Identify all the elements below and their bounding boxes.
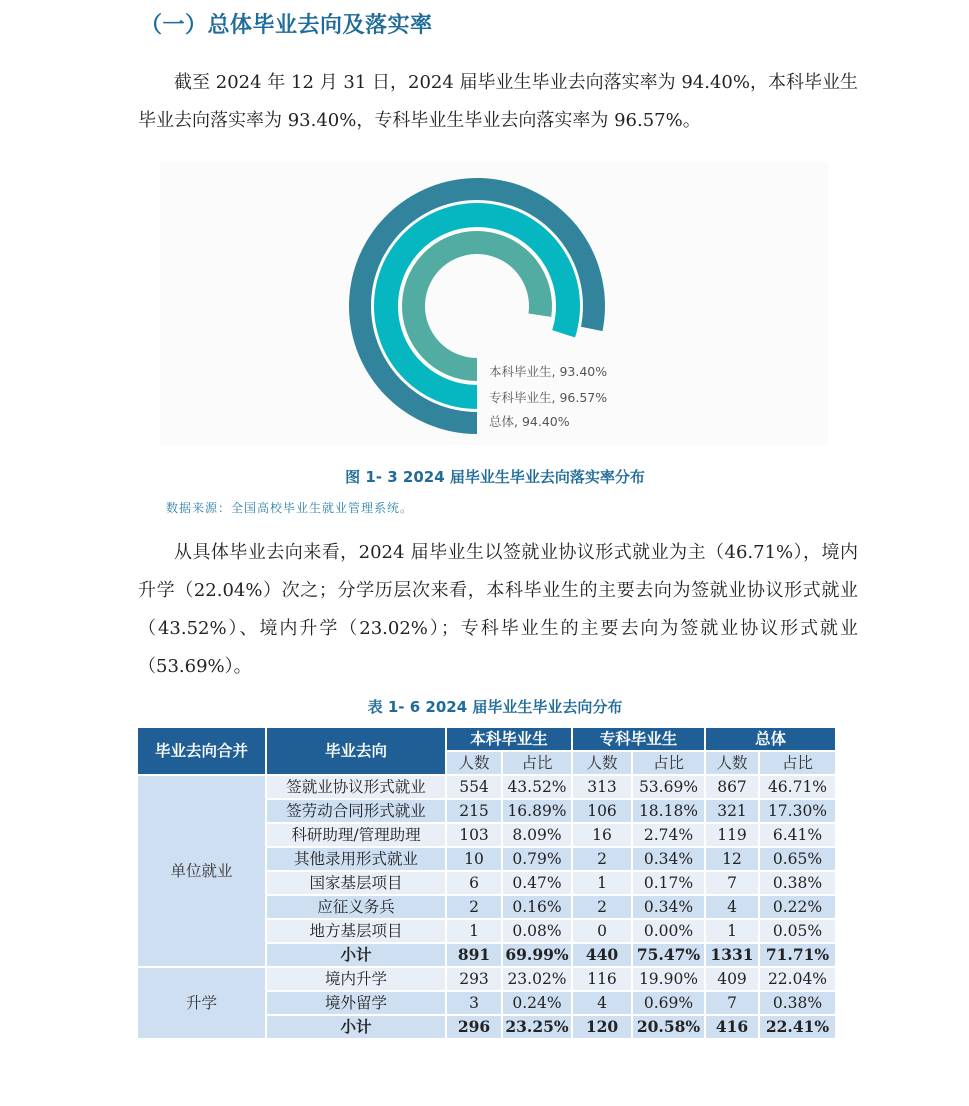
count-cell: 0 — [573, 920, 631, 942]
count-cell: 103 — [447, 824, 501, 846]
ratio-cell: 0.22% — [760, 896, 835, 918]
figure-caption: 图 1- 3 2024 届毕业生毕业去向落实率分布 — [345, 468, 645, 486]
subtotal-count: 296 — [447, 1016, 501, 1038]
destination-cell: 科研助理/管理助理 — [267, 824, 445, 846]
count-cell: 215 — [447, 800, 501, 822]
ratio-cell: 53.69% — [633, 776, 704, 798]
destination-cell: 境外留学 — [267, 992, 445, 1014]
count-cell: 293 — [447, 968, 501, 990]
ratio-cell: 16.89% — [503, 800, 571, 822]
subheader-count: 人数 — [706, 752, 758, 774]
count-cell: 7 — [706, 872, 758, 894]
header-undergraduate: 本科毕业生 — [447, 728, 571, 750]
subheader-ratio: 占比 — [503, 752, 571, 774]
subheader-ratio: 占比 — [760, 752, 835, 774]
count-cell: 321 — [706, 800, 758, 822]
table-row — [138, 776, 835, 798]
paragraph-text: 截至 2024 年 12 月 31 日，2024 届毕业生毕业去向落实率为 94.40%，本科毕业生毕业去向落实率为 93.40%，专科毕业生毕业去向落实率为 96.57%。 — [138, 72, 858, 131]
label-overall: 总体, 94.40% — [489, 414, 570, 429]
label-undergraduate: 本科毕业生, 93.40% — [489, 364, 608, 379]
count-cell: 12 — [706, 848, 758, 870]
ratio-cell: 0.34% — [633, 896, 704, 918]
ratio-cell: 0.38% — [760, 872, 835, 894]
count-cell: 3 — [447, 992, 501, 1014]
ratio-cell: 17.30% — [760, 800, 835, 822]
count-cell: 7 — [706, 992, 758, 1014]
ratio-cell: 0.34% — [633, 848, 704, 870]
header-group-col: 毕业去向合并 — [138, 728, 265, 774]
count-cell: 10 — [447, 848, 501, 870]
label-junior-college: 专科毕业生, 96.57% — [489, 390, 608, 405]
subheader-count: 人数 — [573, 752, 631, 774]
count-cell: 4 — [573, 992, 631, 1014]
paragraph-text: 从具体毕业去向来看，2024 届毕业生以签就业协议形式就业为主（46.71%），境内升学（22.04%）次之；分学历层次来看，本科毕业生的主要去向为签就业协议形式就业（43.52%）、境内升学（23.02%）；专科毕业生的主要去向为签就业协议形式就业（53.69%）。 — [138, 542, 858, 677]
count-cell: 554 — [447, 776, 501, 798]
ratio-cell: 18.18% — [633, 800, 704, 822]
destination-cell: 应征义务兵 — [267, 896, 445, 918]
ratio-cell: 0.17% — [633, 872, 704, 894]
ratio-cell: 0.00% — [633, 920, 704, 942]
subtotal-ratio: 75.47% — [633, 944, 704, 966]
ratio-cell: 0.05% — [760, 920, 835, 942]
data-source-note: 数据来源：全国高校毕业生就业管理系统。 — [166, 501, 414, 515]
count-cell: 2 — [573, 896, 631, 918]
destination-distribution-table — [136, 726, 837, 1040]
destination-cell: 签劳动合同形式就业 — [267, 800, 445, 822]
subtotal-count: 440 — [573, 944, 631, 966]
ratio-cell: 0.16% — [503, 896, 571, 918]
ratio-cell: 22.04% — [760, 968, 835, 990]
paragraph-destination-summary — [138, 534, 858, 686]
count-cell: 1 — [706, 920, 758, 942]
count-cell: 4 — [706, 896, 758, 918]
group-cell: 单位就业 — [138, 776, 265, 966]
subtotal-ratio: 23.25% — [503, 1016, 571, 1038]
section-heading: （一）总体毕业去向及落实率 — [140, 13, 433, 38]
ratio-cell: 2.74% — [633, 824, 704, 846]
subtotal-label: 小计 — [267, 944, 445, 966]
subtotal-ratio: 71.71% — [760, 944, 835, 966]
count-cell: 409 — [706, 968, 758, 990]
subtotal-label: 小计 — [267, 1016, 445, 1038]
ratio-cell: 43.52% — [503, 776, 571, 798]
count-cell: 313 — [573, 776, 631, 798]
ratio-cell: 19.90% — [633, 968, 704, 990]
table-row — [138, 968, 835, 990]
count-cell: 1 — [447, 920, 501, 942]
header-overall: 总体 — [706, 728, 835, 750]
subtotal-count: 416 — [706, 1016, 758, 1038]
count-cell: 106 — [573, 800, 631, 822]
count-cell: 116 — [573, 968, 631, 990]
count-cell: 2 — [573, 848, 631, 870]
ratio-cell: 0.69% — [633, 992, 704, 1014]
destination-cell: 国家基层项目 — [267, 872, 445, 894]
ratio-cell: 46.71% — [760, 776, 835, 798]
ratio-cell: 0.65% — [760, 848, 835, 870]
ratio-cell: 0.79% — [503, 848, 571, 870]
ratio-cell: 0.47% — [503, 872, 571, 894]
count-cell: 1 — [573, 872, 631, 894]
ratio-cell: 23.02% — [503, 968, 571, 990]
subtotal-ratio: 22.41% — [760, 1016, 835, 1038]
paragraph-placement-rate — [138, 64, 858, 140]
count-cell: 2 — [447, 896, 501, 918]
table-caption: 表 1- 6 2024 届毕业生毕业去向分布 — [367, 698, 623, 716]
subtotal-ratio: 69.99% — [503, 944, 571, 966]
destination-cell: 地方基层项目 — [267, 920, 445, 942]
count-cell: 119 — [706, 824, 758, 846]
subtotal-ratio: 20.58% — [633, 1016, 704, 1038]
count-cell: 6 — [447, 872, 501, 894]
destination-cell: 其他录用形式就业 — [267, 848, 445, 870]
count-cell: 16 — [573, 824, 631, 846]
ratio-cell: 0.24% — [503, 992, 571, 1014]
ratio-cell: 0.08% — [503, 920, 571, 942]
ratio-cell: 8.09% — [503, 824, 571, 846]
ring-0 — [402, 231, 552, 381]
count-cell: 867 — [706, 776, 758, 798]
subheader-count: 人数 — [447, 752, 501, 774]
subtotal-count: 1331 — [706, 944, 758, 966]
subheader-ratio: 占比 — [633, 752, 704, 774]
subtotal-count: 891 — [447, 944, 501, 966]
destination-cell: 境内升学 — [267, 968, 445, 990]
subtotal-count: 120 — [573, 1016, 631, 1038]
header-destination-col: 毕业去向 — [267, 728, 445, 774]
ratio-cell: 0.38% — [760, 992, 835, 1014]
header-junior-college: 专科毕业生 — [573, 728, 704, 750]
radial-bar-chart — [160, 162, 828, 445]
destination-cell: 签就业协议形式就业 — [267, 776, 445, 798]
group-cell: 升学 — [138, 968, 265, 1038]
ratio-cell: 6.41% — [760, 824, 835, 846]
